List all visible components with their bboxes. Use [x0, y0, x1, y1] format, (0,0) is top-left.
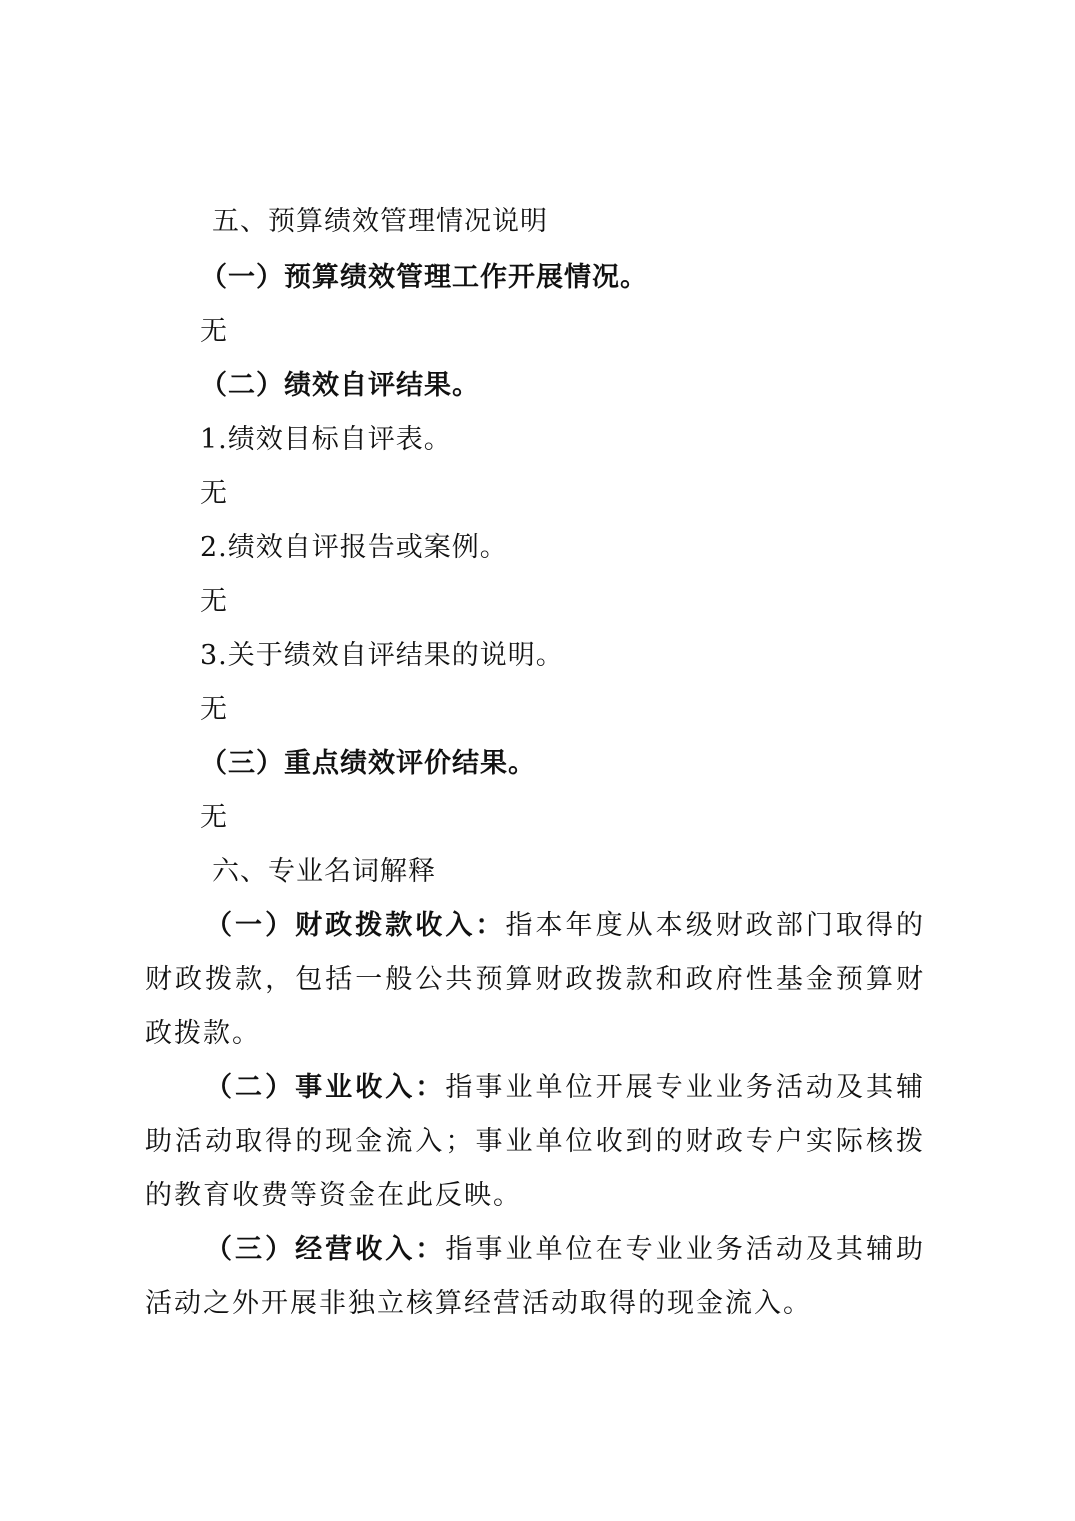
- term-label: （二）事业收入：: [205, 1072, 446, 1103]
- term-paragraph: [145, 899, 925, 1061]
- term-paragraph: [145, 1061, 925, 1223]
- term-label: （一）财政拨款收入：: [205, 910, 506, 941]
- term-paragraph: [145, 1223, 925, 1331]
- section5-sub2-item3-content: 无: [200, 694, 228, 725]
- term-definition: 指本年度从本级财政部门取得的财政拨款，包括一般公共预算财政拨款和政府性基金预算财政拨款。: [145, 910, 926, 1049]
- section5-sub1-title: （一）预算绩效管理工作开展情况。: [200, 262, 648, 293]
- section6-title: 六、专业名词解释: [212, 856, 436, 887]
- section5-sub2-item2: 2.绩效自评报告或案例。: [200, 532, 508, 563]
- section5-sub2-item1-content: 无: [200, 478, 228, 509]
- term-label: （三）经营收入：: [205, 1234, 446, 1265]
- section5-sub2-item2-content: 无: [200, 586, 228, 617]
- section5-sub3-title: （三）重点绩效评价结果。: [200, 748, 536, 779]
- section5-title: 五、预算绩效管理情况说明: [212, 206, 548, 237]
- section5-sub2-item1: 1.绩效目标自评表。: [200, 424, 452, 455]
- term-definition: 指事业单位在专业业务活动及其辅助活动之外开展非独立核算经营活动取得的现金流入。: [145, 1234, 926, 1319]
- section5-sub2-title: （二）绩效自评结果。: [200, 370, 480, 401]
- section5-sub1-content: 无: [200, 316, 228, 347]
- term-definition: 指事业单位开展专业业务活动及其辅助活动取得的现金流入；事业单位收到的财政专户实际核拨的教育收费等资金在此反映。: [145, 1072, 926, 1211]
- section5-sub2-item3: 3.关于绩效自评结果的说明。: [200, 640, 564, 671]
- section5-sub3-content: 无: [200, 802, 228, 833]
